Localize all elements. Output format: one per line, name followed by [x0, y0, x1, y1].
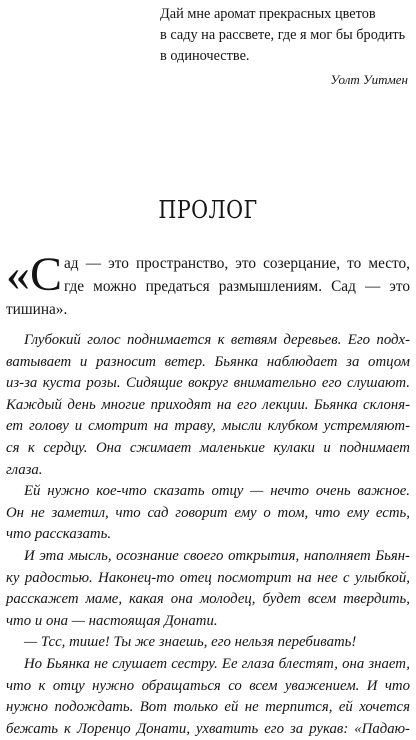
- body-line: расскажет маме, какая она молодец, будет всем твердить,: [6, 591, 410, 608]
- epigraph-line: в саду на рассвете, где я мог бы бродить: [160, 27, 406, 43]
- body-line: глаза.: [6, 461, 43, 478]
- body-line: — Тсс, тише! Ты же знаешь, его нельзя перебивать!: [24, 634, 357, 651]
- body-line: ватывает и разносит ветер. Бьянка наблюдает за отцом: [6, 353, 410, 370]
- opening-line: тишина».: [6, 301, 68, 318]
- body-line: ет голову и смотрит на траву, мысли клубком устремляют-: [6, 418, 410, 435]
- body-line: что рассказать.: [6, 526, 112, 543]
- epigraph: [160, 4, 410, 90]
- body-text: [6, 330, 410, 740]
- body-line: нужно подождать. Вот только ей не терпится, ей хочется: [6, 699, 410, 716]
- body-line: Но Бьянка не слушает сестру. Ее глаза блестят, она знает,: [24, 655, 410, 672]
- body-line: Глубокий голос поднимается к ветвям деревьев. Его подх-: [24, 332, 410, 348]
- body-line: Он не заметил, что сад говорит ему о том, что ему есть,: [6, 504, 410, 521]
- epigraph-line: Дай мне аромат прекрасных цветов: [160, 6, 376, 22]
- opening-line: где можно предаться размышлениям. Сад — это: [64, 278, 410, 295]
- body-line: И эта мысль, осознание своего открытия, наполняет Бьян-: [24, 547, 410, 564]
- opening-paragraph: [6, 248, 410, 321]
- chapter-title: ПРОЛОГ: [158, 196, 258, 224]
- drop-cap: «С: [6, 248, 63, 301]
- body-line: ся к сердцу. Она сжимает маленькие кулаки и поднимает: [6, 439, 410, 456]
- body-line: Каждый день многие приходят на его лекции. Бьянка склоня-: [6, 396, 410, 413]
- epigraph-author: Уолт Уитмен: [330, 72, 408, 87]
- body-line: бежать к Лоренцо Донати, ухватить его за рукав: «Падаю-: [6, 720, 410, 737]
- epigraph-line: в одиночестве.: [160, 48, 250, 64]
- body-line: что к отцу нужно обращаться со всем уважением. И что: [6, 677, 410, 694]
- body-line: что и она — настоящая Донати.: [6, 612, 218, 629]
- body-line: Ей нужно кое-что сказать отцу — нечто очень важное.: [24, 483, 410, 500]
- opening-line: ад — это пространство, это созерцание, то место,: [64, 255, 410, 272]
- body-line: ку радостью. Наконец-то отец посмотрит на нее с улыбкой,: [6, 569, 410, 586]
- body-line: из-за куста розы. Сидящие вокруг внимательно его слушают.: [6, 375, 410, 392]
